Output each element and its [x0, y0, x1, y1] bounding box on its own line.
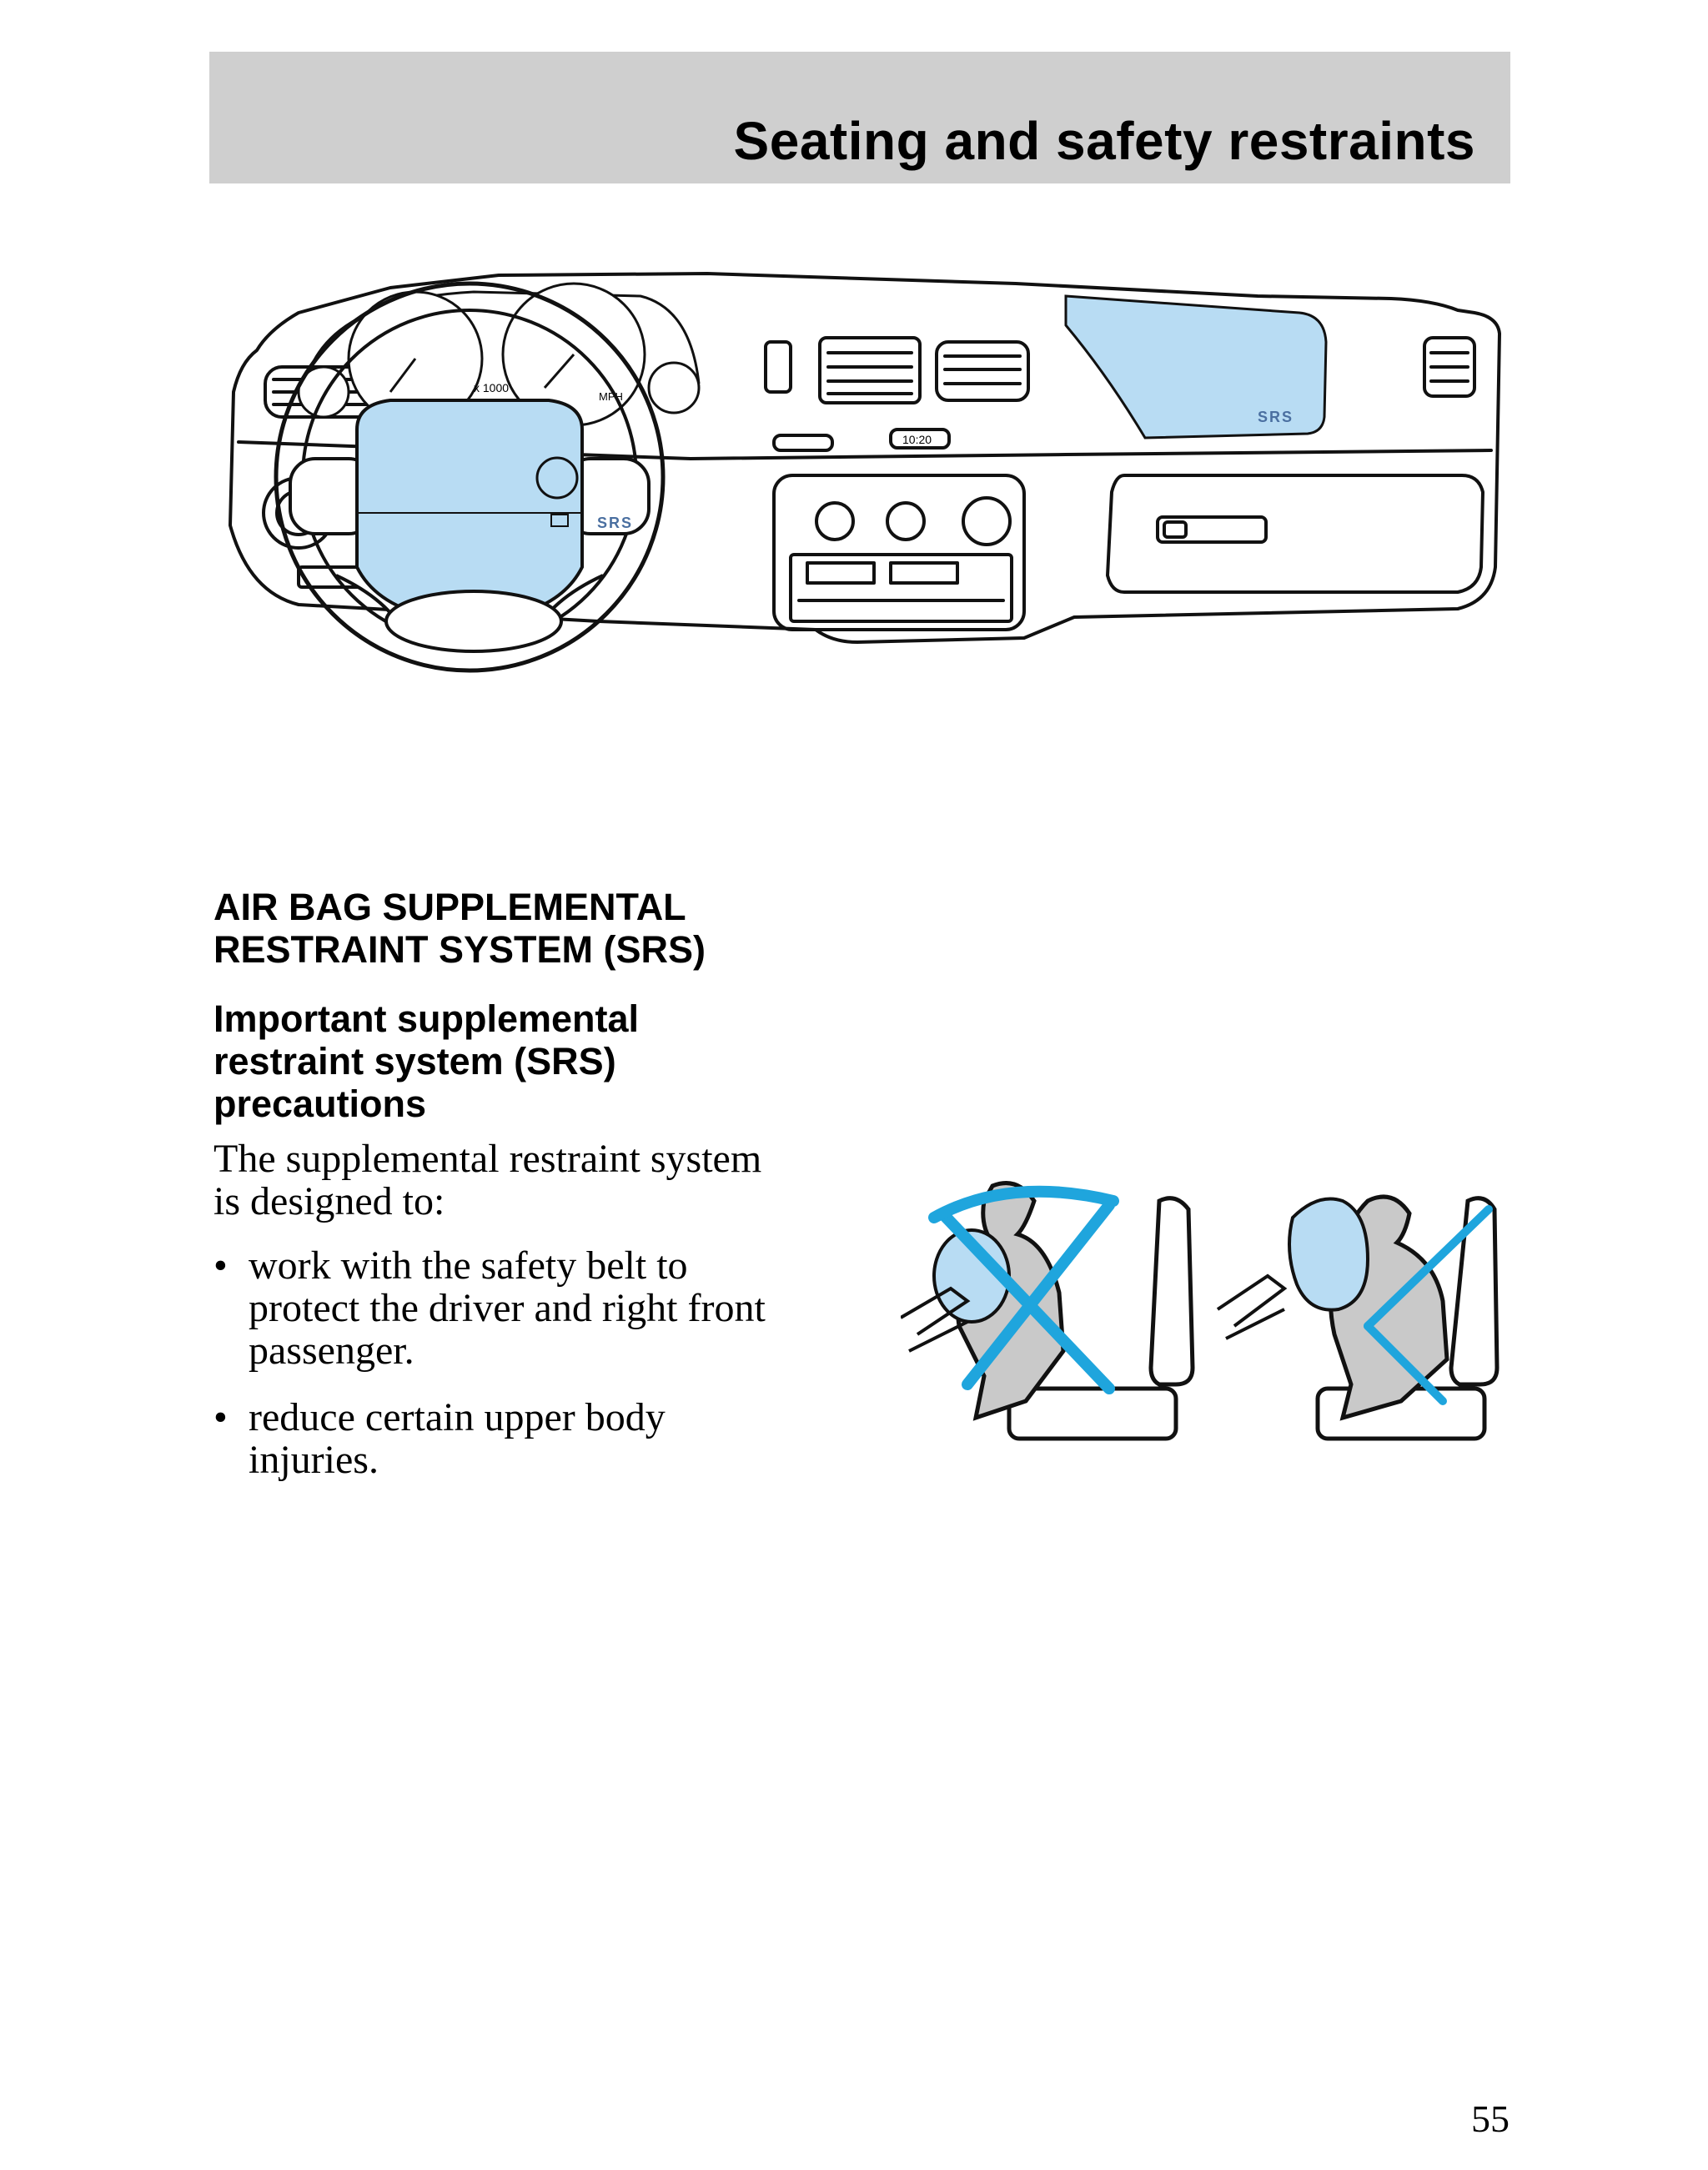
clock-display: 10:20 — [902, 433, 932, 446]
page-number: 55 — [1471, 2097, 1510, 2140]
section-heading — [214, 886, 847, 971]
steering-srs-label: SRS — [597, 515, 634, 531]
bullet-line: protect the driver and right front — [249, 1286, 766, 1330]
tach-label: x 1000 — [474, 381, 510, 394]
intro-line: The supplemental restraint system — [214, 1137, 762, 1181]
bullet-item — [214, 1396, 847, 1481]
page-title: Seating and safety restraints — [733, 111, 1475, 171]
bullet-line: injuries. — [249, 1438, 379, 1482]
subsection-heading-line: restraint system (SRS) — [214, 1040, 616, 1082]
correct-position-figure — [1218, 1197, 1497, 1439]
subsection-heading-line: Important supplemental — [214, 997, 640, 1040]
intro-line: is designed to: — [214, 1179, 445, 1223]
subsection-heading — [214, 997, 797, 1125]
bullet-line: reduce certain upper body — [249, 1395, 666, 1439]
passenger-srs-label: SRS — [1258, 409, 1294, 425]
seating-position-illustration — [901, 1134, 1501, 1468]
bullet-marker: • — [214, 1395, 228, 1439]
bullet-marker: • — [214, 1243, 228, 1288]
bullet-list — [214, 1244, 847, 1505]
section-heading-line: AIR BAG SUPPLEMENTAL — [214, 886, 686, 928]
bullet-item — [214, 1244, 847, 1372]
bullet-line: passenger. — [249, 1329, 414, 1373]
subsection-heading-line: precautions — [214, 1082, 427, 1125]
section-heading-line: RESTRAINT SYSTEM (SRS) — [214, 928, 706, 971]
bullet-line: work with the safety belt to — [249, 1243, 688, 1288]
header-bar — [209, 52, 1510, 183]
dashboard-airbag-illustration — [224, 250, 1508, 701]
incorrect-position-figure — [901, 1183, 1193, 1439]
speed-units-label: MPH — [599, 390, 623, 403]
driver-airbag-panel — [357, 400, 582, 621]
intro-paragraph — [214, 1138, 847, 1223]
